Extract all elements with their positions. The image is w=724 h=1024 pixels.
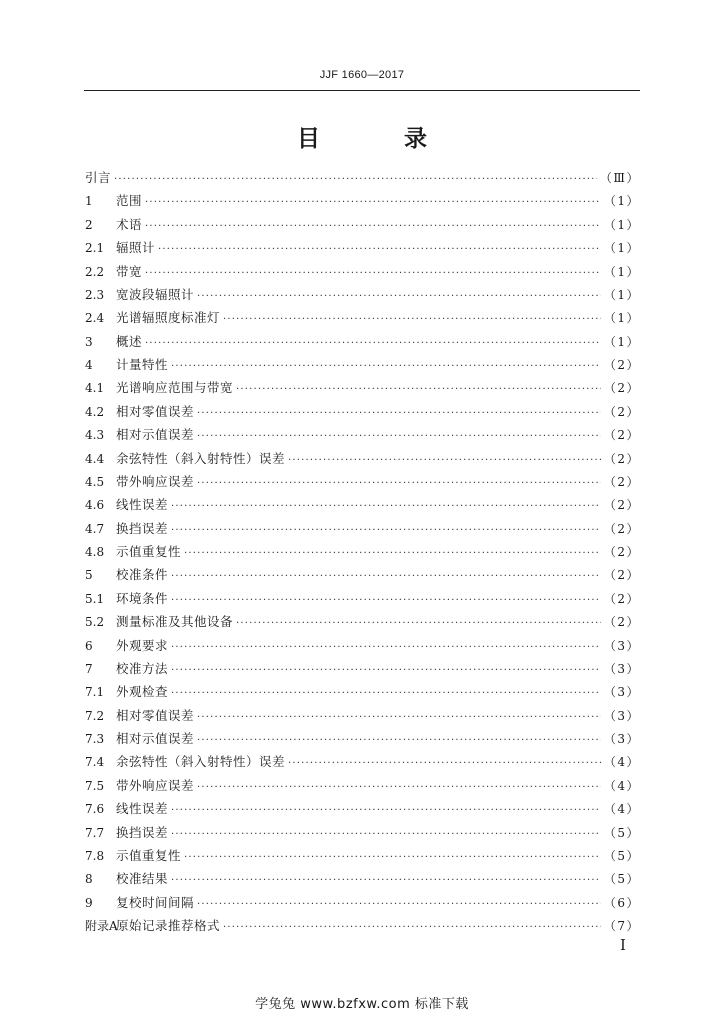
toc-entry-label: 示值重复性 [116, 544, 182, 559]
toc-entry-number: 1 [85, 194, 93, 209]
toc-entry-page: （5） [603, 825, 640, 840]
toc-entry-number: 7.7 [85, 825, 105, 840]
toc-entry-page: （1） [603, 287, 640, 302]
toc-entry-number: 5.1 [85, 591, 105, 606]
toc-entry-page: （2） [603, 521, 640, 536]
toc-entry-label: 校准条件 [116, 567, 169, 583]
toc-entry-label: 计量特性 [116, 357, 169, 372]
footer-watermark: 学兔兔 www.bzfxw.com 标准下载 [255, 997, 469, 1012]
toc-entry-page: （4） [603, 802, 640, 817]
toc-entry[interactable] [85, 285, 640, 308]
toc-leader-dots [145, 338, 601, 349]
toc-entry[interactable] [85, 916, 640, 939]
toc-leader-dots [197, 782, 601, 793]
toc-leader-dots [223, 314, 601, 325]
toc-entry-number: 4.5 [85, 474, 105, 489]
toc-leader-dots [171, 595, 601, 606]
toc-entry-page: （3） [603, 638, 640, 653]
toc-entry-page: （2） [603, 615, 640, 630]
toc-entry-number: 2.4 [85, 311, 105, 326]
toc-leader-dots [145, 268, 601, 279]
toc-entry-page: （2） [603, 428, 640, 443]
toc-entry-page: （2） [603, 381, 640, 396]
toc-entry-number: 4.1 [85, 381, 105, 396]
toc-leader-dots [171, 688, 601, 699]
toc-entry[interactable] [85, 776, 640, 799]
toc-entry-page: （5） [603, 872, 640, 887]
toc-entry-page: （3） [603, 685, 640, 700]
toc-entry[interactable] [85, 168, 640, 191]
toc-leader-dots [288, 758, 601, 769]
toc-entry-page: （2） [603, 568, 640, 583]
toc-entry-label: 外观检查 [116, 684, 169, 700]
toc-entry-label: 相对示值误差 [116, 427, 195, 443]
toc-leader-dots [171, 642, 601, 653]
toc-entry-number: 7.8 [85, 848, 105, 863]
toc-entry-number: 7.2 [85, 708, 105, 723]
toc-entry[interactable] [85, 636, 640, 659]
toc-entry-page: （2） [603, 474, 640, 489]
toc-leader-dots [236, 618, 601, 629]
toc-entry-page: （1） [603, 217, 640, 232]
toc-entry-number: 附录A [85, 919, 118, 933]
toc-entry-page: （1） [603, 311, 640, 326]
toc-entry-number: 5 [85, 568, 93, 583]
toc-entry-label: 相对示值误差 [116, 731, 195, 746]
toc-entry-number: 7.6 [85, 802, 105, 817]
toc-entry[interactable] [85, 238, 640, 261]
toc-entry[interactable] [85, 869, 640, 892]
toc-leader-dots [158, 244, 601, 255]
toc-entry-page: （3） [603, 708, 640, 723]
toc-entry-label: 换挡误差 [116, 520, 169, 536]
toc-leader-dots [197, 899, 601, 910]
toc-leader-dots [197, 431, 601, 442]
toc-entry[interactable] [85, 729, 640, 752]
toc-entry-label: 复校时间间隔 [116, 894, 195, 910]
toc-entry-page: （1） [603, 241, 640, 256]
toc-entry-label: 外观要求 [116, 637, 169, 653]
toc-entry-page: （2） [603, 498, 640, 513]
toc-entry-number: 9 [85, 895, 93, 910]
toc-entry[interactable] [85, 191, 640, 214]
toc-entry-label: 引言 [85, 170, 112, 185]
toc-leader-dots [171, 361, 601, 372]
toc-entry-label: 辐照计 [116, 240, 156, 256]
toc-entry-number: 3 [85, 334, 93, 349]
toc-leader-dots [171, 525, 601, 536]
toc-entry-label: 相对零值误差 [116, 403, 195, 419]
toc-entry[interactable] [85, 799, 640, 822]
toc-leader-dots [114, 174, 597, 185]
toc-entry-number: 4.4 [85, 451, 105, 466]
toc-entry-label: 校准方法 [116, 660, 169, 676]
toc-entry-label: 测量标准及其他设备 [116, 614, 234, 630]
toc-entry[interactable] [85, 472, 640, 495]
toc-entry-page: （2） [603, 358, 640, 372]
toc-leader-dots [197, 408, 601, 419]
toc-entry-number: 2 [85, 217, 93, 232]
toc-entry-label: 带宽 [116, 263, 143, 279]
toc-leader-dots [145, 221, 601, 232]
toc-leader-dots [197, 478, 601, 489]
toc-leader-dots [171, 875, 601, 886]
toc-entry-label: 线性误差 [116, 801, 169, 817]
toc-entry[interactable] [85, 846, 640, 869]
toc-entry-number: 7.3 [85, 732, 105, 746]
toc-entry-page: （4） [603, 755, 640, 770]
toc-entry[interactable] [85, 752, 640, 775]
toc-entry-label: 校准结果 [116, 871, 169, 887]
toc-entry-number: 4.6 [85, 498, 105, 513]
toc-entry-number: 7.4 [85, 755, 105, 770]
table-of-contents [85, 168, 640, 939]
toc-entry-label: 光谱辐照度标准灯 [116, 310, 221, 326]
toc-entry-page: （3） [603, 732, 640, 746]
toc-entry-page: （2） [603, 545, 640, 559]
toc-entry-label: 相对零值误差 [116, 707, 195, 723]
toc-entry-page: （Ⅲ） [599, 171, 640, 185]
toc-entry-label: 带外响应误差 [116, 473, 195, 489]
toc-entry-number: 4.8 [85, 545, 105, 559]
toc-entry-label: 余弦特性（斜入射特性）误差 [116, 450, 286, 466]
toc-entry-page: （4） [603, 778, 640, 793]
toc-entry[interactable] [85, 332, 640, 355]
toc-entry[interactable] [85, 612, 640, 635]
toc-entry-label: 环境条件 [116, 590, 169, 606]
toc-leader-dots [171, 829, 601, 840]
toc-leader-dots [197, 712, 601, 723]
toc-entry-page: （1） [603, 334, 640, 349]
toc-entry[interactable] [85, 308, 640, 331]
toc-entry-number: 4.7 [85, 521, 105, 536]
toc-entry[interactable] [85, 565, 640, 588]
toc-entry-label: 光谱响应范围与带宽 [116, 380, 234, 396]
toc-entry-number: 2.2 [85, 264, 105, 279]
toc-leader-dots [184, 548, 601, 559]
toc-entry[interactable] [85, 706, 640, 729]
toc-entry-number: 4 [85, 358, 93, 372]
header-divider [84, 90, 640, 91]
toc-entry[interactable] [85, 823, 640, 846]
toc-leader-dots [236, 384, 601, 395]
toc-entry[interactable] [85, 519, 640, 542]
toc-entry[interactable] [85, 893, 640, 916]
page-number: Ⅰ [620, 936, 626, 954]
toc-entry-label: 带外响应误差 [116, 777, 195, 793]
toc-entry-label: 概述 [116, 333, 143, 349]
toc-leader-dots [223, 922, 601, 933]
toc-entry[interactable] [85, 449, 640, 472]
toc-entry-page: （2） [603, 404, 640, 419]
toc-entry[interactable] [85, 215, 640, 238]
toc-entry-number: 8 [85, 872, 93, 887]
toc-entry-page: （1） [603, 194, 640, 209]
toc-entry-page: （5） [603, 848, 640, 863]
toc-entry-page: （2） [603, 591, 640, 606]
toc-leader-dots [145, 197, 601, 208]
toc-entry[interactable] [85, 262, 640, 285]
toc-entry-page: （6） [603, 895, 640, 910]
toc-entry-label: 换挡误差 [116, 824, 169, 840]
toc-entry-page: （3） [603, 661, 640, 676]
toc-entry-number: 4.2 [85, 404, 105, 419]
toc-entry-page: （2） [603, 451, 640, 466]
toc-entry-label: 示值重复性 [116, 847, 182, 863]
toc-leader-dots [171, 501, 601, 512]
document-code: JJF 1660—2017 [319, 69, 405, 81]
toc-entry-page: （7） [603, 919, 640, 933]
toc-entry[interactable] [85, 659, 640, 682]
toc-entry-label: 术语 [116, 216, 143, 232]
toc-entry-number: 5.2 [85, 615, 105, 630]
toc-entry[interactable] [85, 682, 640, 705]
toc-entry[interactable] [85, 355, 640, 378]
toc-leader-dots [171, 571, 601, 582]
toc-leader-dots [288, 455, 601, 466]
toc-entry-label: 余弦特性（斜入射特性）误差 [116, 754, 286, 770]
toc-entry-number: 7 [85, 661, 93, 676]
toc-entry-number: 7.5 [85, 778, 105, 793]
toc-entry[interactable] [85, 402, 640, 425]
toc-entry[interactable] [85, 542, 640, 565]
toc-entry-number: 2.1 [85, 241, 105, 256]
toc-entry-page: （1） [603, 264, 640, 279]
toc-title: 目 录 [296, 126, 465, 152]
toc-entry-number: 4.3 [85, 428, 105, 443]
toc-entry-number: 2.3 [85, 287, 105, 302]
toc-entry-number: 7.1 [85, 685, 105, 700]
toc-leader-dots [171, 665, 601, 676]
toc-entry[interactable] [85, 425, 640, 448]
toc-entry[interactable] [85, 495, 640, 518]
toc-entry[interactable] [85, 589, 640, 612]
toc-leader-dots [184, 852, 601, 863]
toc-leader-dots [197, 735, 601, 746]
toc-entry-number: 6 [85, 638, 93, 653]
toc-entry-label: 范围 [116, 193, 143, 209]
toc-leader-dots [197, 291, 601, 302]
toc-entry-label: 线性误差 [116, 497, 169, 513]
toc-entry[interactable] [85, 378, 640, 401]
toc-entry-label: 原始记录推荐格式 [116, 918, 221, 933]
toc-leader-dots [171, 805, 601, 816]
toc-entry-label: 宽波段辐照计 [116, 286, 195, 302]
